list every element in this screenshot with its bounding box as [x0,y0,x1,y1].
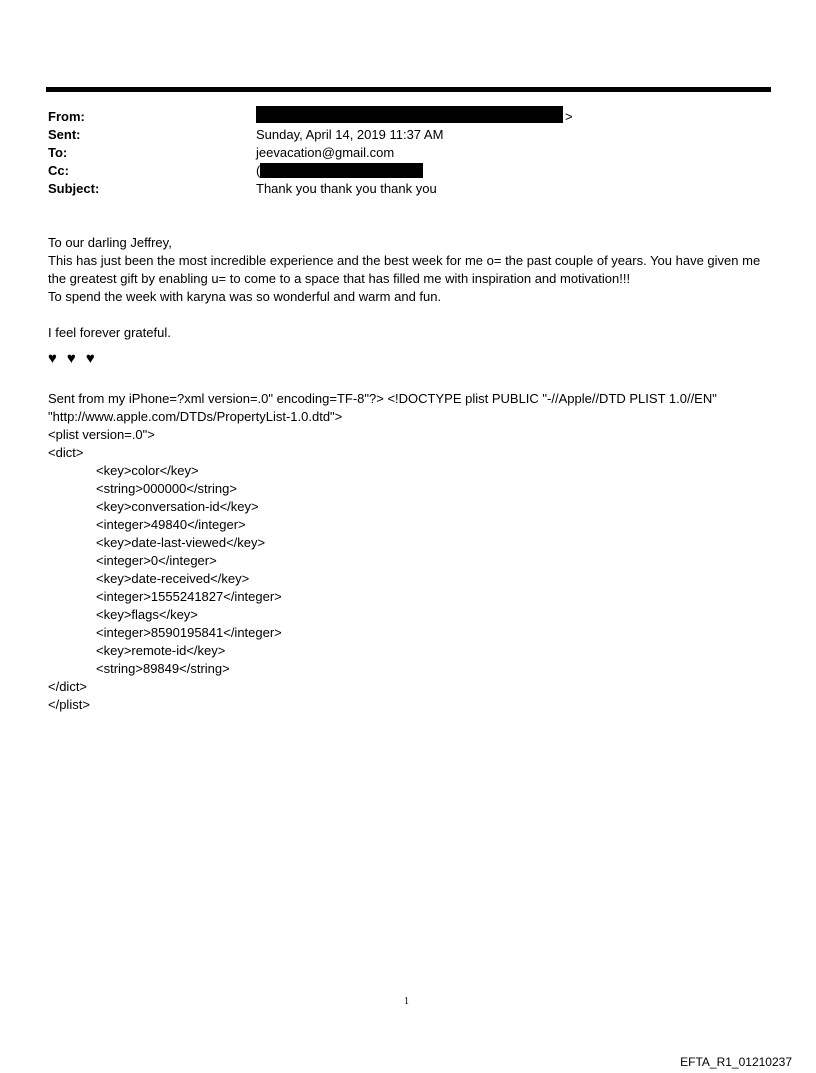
plist-entry: <string>89849</string> [96,661,230,676]
spacer [48,306,773,324]
plist-entry: <key>date-received</key> [96,571,250,586]
from-label: From: [48,109,85,124]
grateful-line: I feel forever grateful. [48,325,171,340]
plist-entry: <integer>49840</integer> [96,517,246,532]
plist-entry: <integer>8590195841</integer> [96,625,282,640]
sent-from-line: Sent from my iPhone=?xml version=.0" encoding=TF-8"?> <!DOCTYPE plist PUBLIC "-//Apple//DTD PLIST 1.0//EN" "http://www.apple.com/DTDs/PropertyList-1.0.dtd"> [48,391,717,424]
document-id: EFTA_R1_01210237 [680,1055,792,1069]
subject-value: Thank you thank you thank you [256,181,437,196]
cc-value: ( [256,163,261,178]
sent-value: Sunday, April 14, 2019 11:37 AM [256,127,444,142]
subject-label: Subject: [48,181,100,196]
body-paragraph: This has just been the most incredible experience and the best week for me o= the past couple of years. You have given me the greatest gift by enabling u= to come to a space that has filled me with inspiration and motivation!!! [48,253,761,286]
greeting: To our darling Jeffrey, [48,235,172,250]
plist-open: <plist version=.0"> [48,427,155,442]
dict-close: </dict> [48,679,88,694]
hearts-icon: ♥♥♥ [48,350,105,367]
redaction-bar [260,163,423,178]
plist-entry: <integer>0</integer> [96,553,217,568]
dict-open: <dict> [48,445,84,460]
plist-entry: <key>date-last-viewed</key> [96,535,266,550]
from-value: > [565,109,573,124]
spacer [48,372,773,390]
plist-close: </plist> [48,697,90,712]
plist-entry: <key>flags</key> [96,607,198,622]
body-line: To spend the week with karyna was so wonderful and warm and fun. [48,289,442,304]
to-label: To: [48,145,68,160]
sent-label: Sent: [48,127,81,142]
plist-entry: <integer>1555241827</integer> [96,589,282,604]
page-number: 1 [404,996,409,1007]
plist-entry: <key>conversation-id</key> [96,499,259,514]
plist-entry: <key>color</key> [96,463,199,478]
plist-entry: <key>remote-id</key> [96,643,226,658]
header-rule [46,87,771,92]
to-value[interactable]: jeevacation@gmail.com [256,145,395,160]
email-body [48,234,773,714]
plist-entry: <string>000000</string> [96,481,237,496]
cc-label: Cc: [48,163,69,178]
redaction-bar [256,106,563,123]
